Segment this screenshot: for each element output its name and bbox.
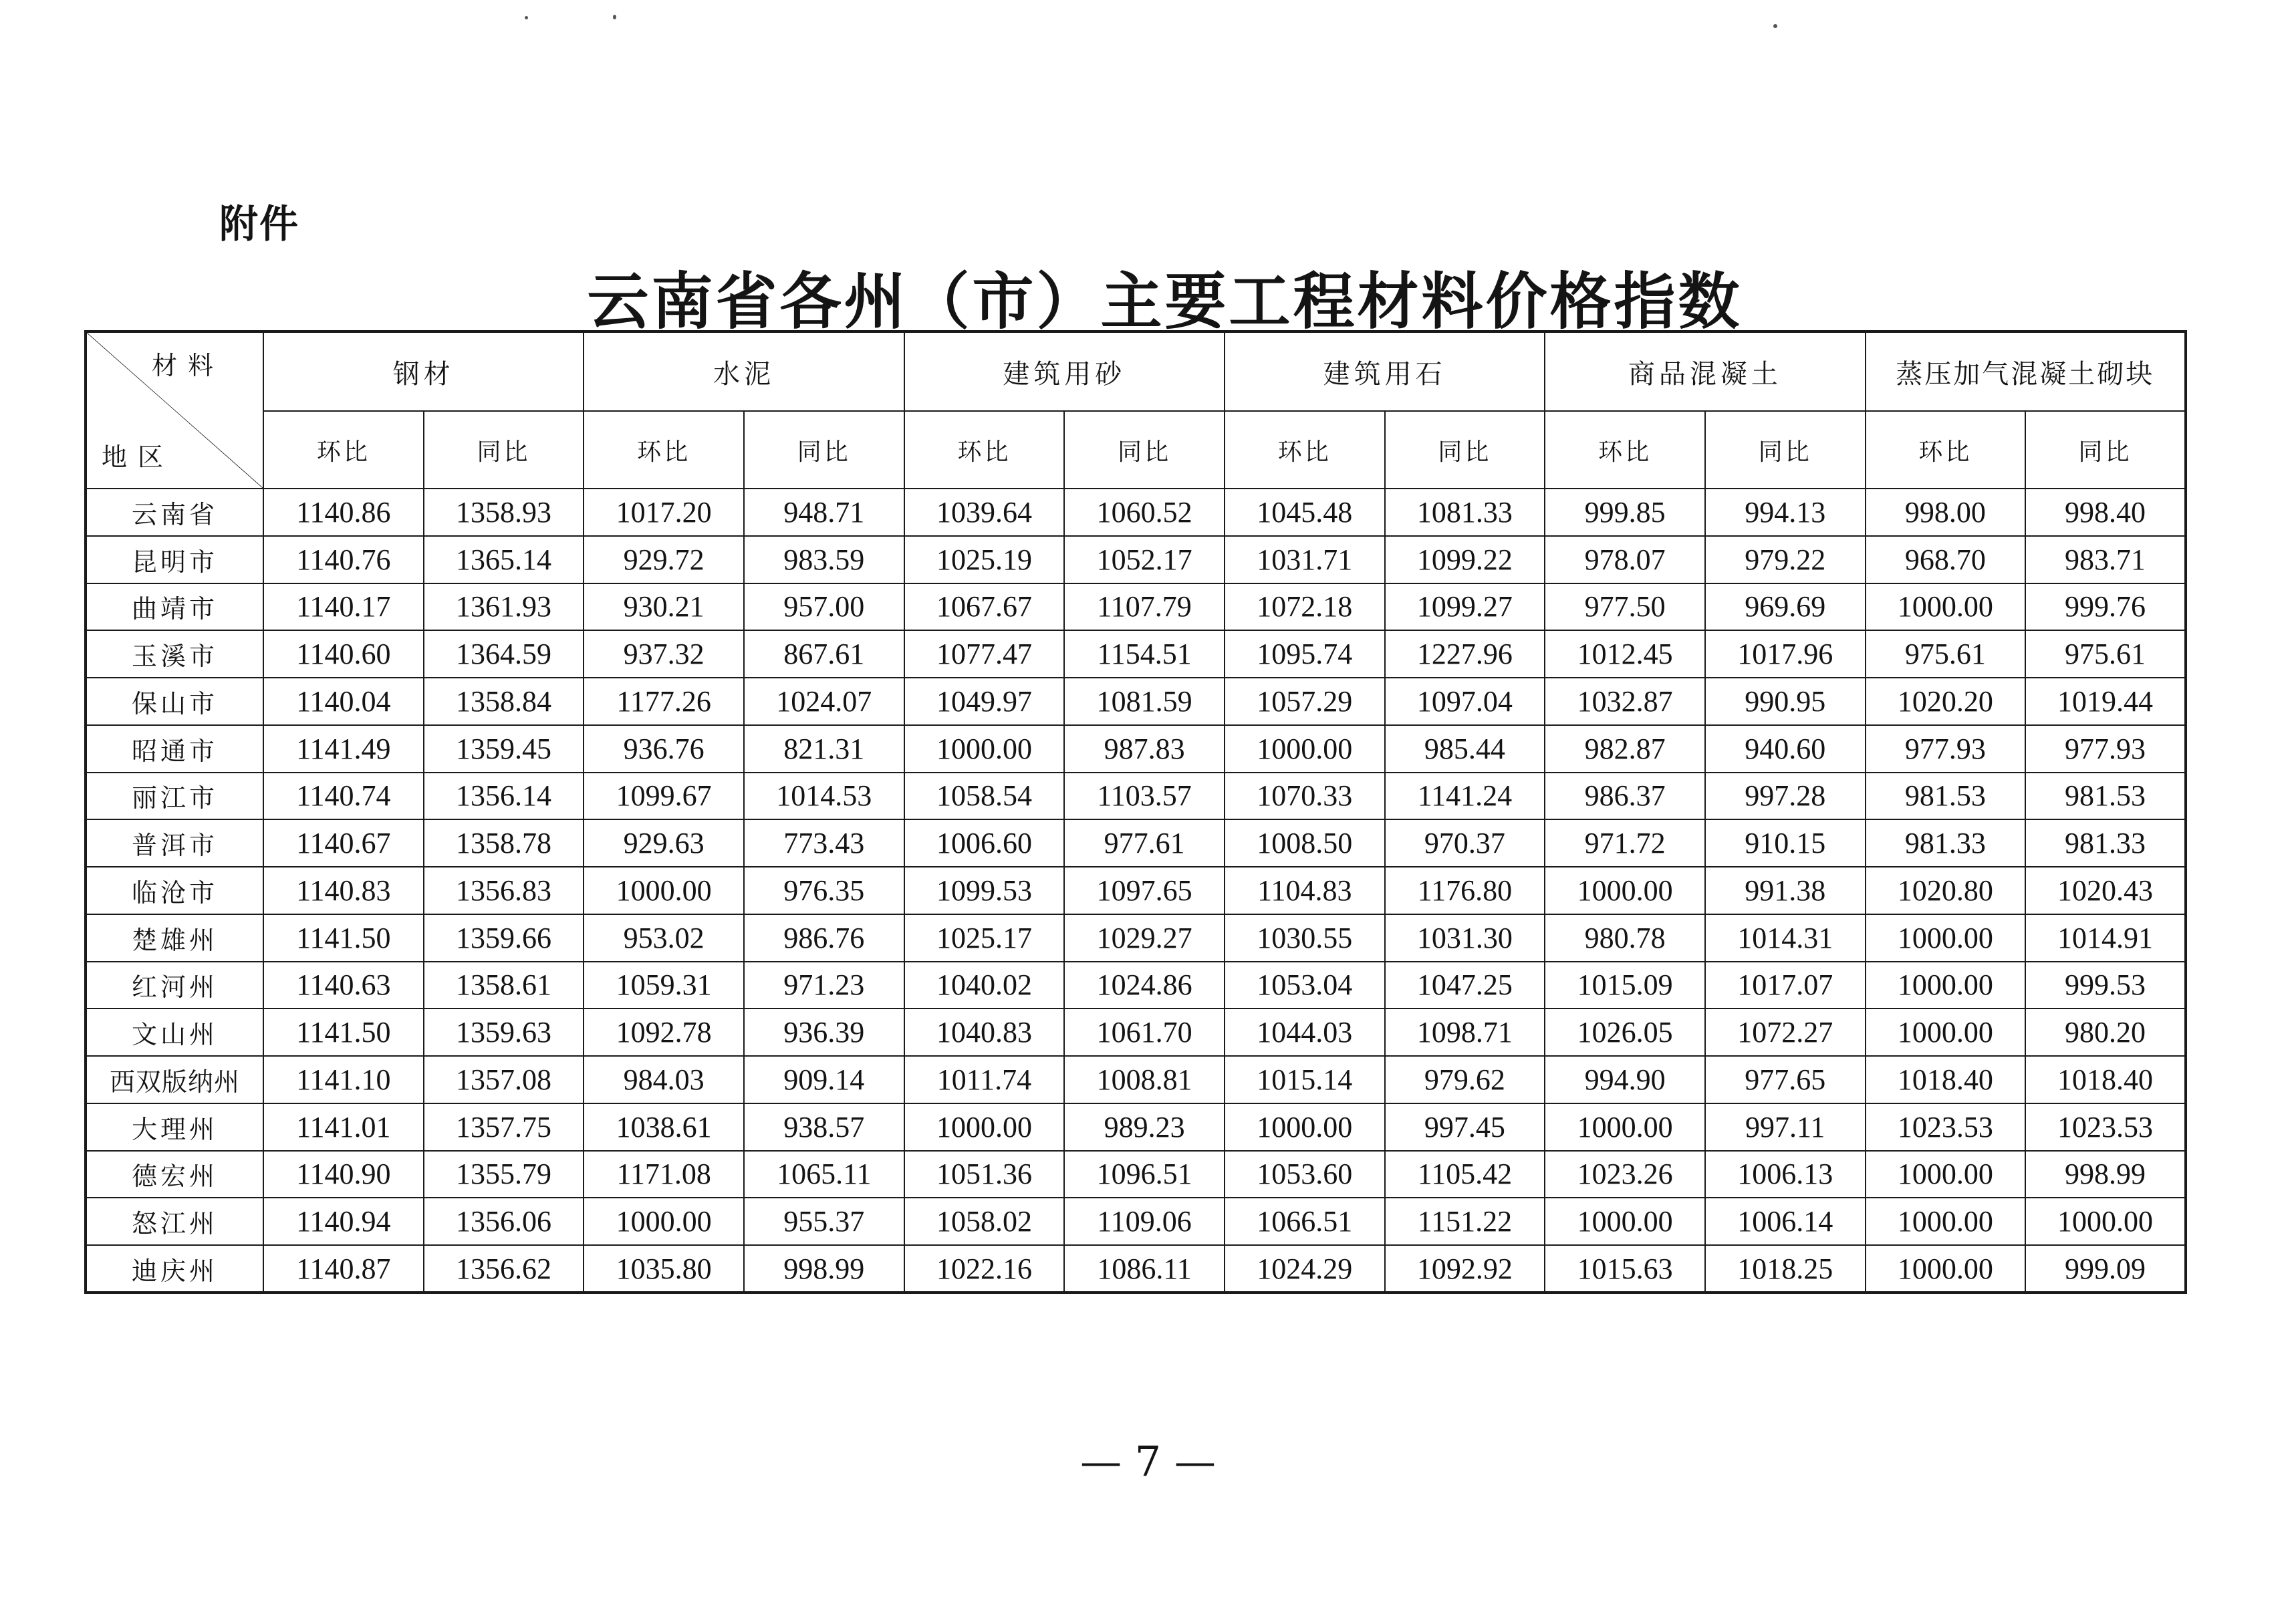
mom-value-cell: 1140.83: [263, 867, 424, 914]
mom-value-cell: 986.37: [1545, 773, 1705, 820]
yoy-value-cell: 1014.31: [1705, 914, 1866, 962]
mom-value-cell: 1058.54: [904, 773, 1065, 820]
yoy-value-cell: 909.14: [744, 1056, 904, 1103]
table-row: [86, 1245, 2186, 1293]
yoy-value-cell: 1154.51: [1064, 630, 1225, 678]
yoy-value-cell: 975.61: [2025, 630, 2186, 678]
table-row: [86, 1198, 2186, 1245]
yoy-value-cell: 1019.44: [2025, 678, 2186, 725]
mom-value-cell: 1141.49: [263, 725, 424, 773]
mom-value-cell: 1000.00: [1545, 867, 1705, 914]
yoy-value-cell: 1358.78: [424, 819, 584, 867]
mom-value-cell: 1025.17: [904, 914, 1065, 962]
yoy-value-cell: 1023.53: [2025, 1103, 2186, 1151]
yoy-value-cell: 1103.57: [1064, 773, 1225, 820]
yoy-header: 同比: [1385, 411, 1545, 489]
yoy-value-cell: 1098.71: [1385, 1009, 1545, 1056]
mom-value-cell: 1099.53: [904, 867, 1065, 914]
yoy-value-cell: 1364.59: [424, 630, 584, 678]
mom-value-cell: 968.70: [1866, 536, 2026, 583]
material-header: 钢材: [263, 331, 584, 411]
yoy-value-cell: 969.69: [1705, 583, 1866, 631]
yoy-value-cell: 910.15: [1705, 819, 1866, 867]
mom-value-cell: 978.07: [1545, 536, 1705, 583]
yoy-value-cell: 1358.93: [424, 489, 584, 536]
mom-value-cell: 1104.83: [1225, 867, 1385, 914]
mom-value-cell: 1000.00: [1545, 1198, 1705, 1245]
yoy-value-cell: 1176.80: [1385, 867, 1545, 914]
yoy-value-cell: 1356.14: [424, 773, 584, 820]
region-cell: 大理州: [86, 1103, 263, 1151]
yoy-value-cell: 991.38: [1705, 867, 1866, 914]
yoy-value-cell: 980.20: [2025, 1009, 2186, 1056]
mom-value-cell: 1023.26: [1545, 1151, 1705, 1198]
mom-value-cell: 937.32: [584, 630, 744, 678]
table-row: [86, 630, 2186, 678]
mom-value-cell: 1000.00: [1545, 1103, 1705, 1151]
yoy-value-cell: 1359.45: [424, 725, 584, 773]
price-index-table: [84, 330, 2187, 1294]
mom-value-cell: 929.72: [584, 536, 744, 583]
mom-value-cell: 1058.02: [904, 1198, 1065, 1245]
mom-value-cell: 953.02: [584, 914, 744, 962]
yoy-header: 同比: [744, 411, 904, 489]
mom-value-cell: 1000.00: [1866, 583, 2026, 631]
yoy-value-cell: 977.65: [1705, 1056, 1866, 1103]
mom-value-cell: 1000.00: [1225, 1103, 1385, 1151]
yoy-value-cell: 955.37: [744, 1198, 904, 1245]
yoy-value-cell: 1031.30: [1385, 914, 1545, 962]
mom-value-cell: 975.61: [1866, 630, 2026, 678]
mom-value-cell: 1140.04: [263, 678, 424, 725]
yoy-value-cell: 936.39: [744, 1009, 904, 1056]
mom-value-cell: 1000.00: [1866, 914, 2026, 962]
mom-value-cell: 1038.61: [584, 1103, 744, 1151]
yoy-value-cell: 1065.11: [744, 1151, 904, 1198]
mom-value-cell: 1140.60: [263, 630, 424, 678]
yoy-value-cell: 1151.22: [1385, 1198, 1545, 1245]
mom-value-cell: 1051.36: [904, 1151, 1065, 1198]
mom-value-cell: 1024.29: [1225, 1245, 1385, 1293]
yoy-value-cell: 1359.63: [424, 1009, 584, 1056]
mom-value-cell: 1066.51: [1225, 1198, 1385, 1245]
mom-value-cell: 1044.03: [1225, 1009, 1385, 1056]
mom-value-cell: 930.21: [584, 583, 744, 631]
mom-value-cell: 1140.94: [263, 1198, 424, 1245]
mom-value-cell: 1000.00: [1866, 962, 2026, 1009]
mom-value-cell: 1059.31: [584, 962, 744, 1009]
mom-value-cell: 981.33: [1866, 819, 2026, 867]
yoy-value-cell: 1018.25: [1705, 1245, 1866, 1293]
yoy-value-cell: 773.43: [744, 819, 904, 867]
yoy-value-cell: 1081.33: [1385, 489, 1545, 536]
yoy-value-cell: 1107.79: [1064, 583, 1225, 631]
material-header: 蒸压加气混凝土砌块: [1866, 331, 2186, 411]
yoy-value-cell: 821.31: [744, 725, 904, 773]
mom-value-cell: 1140.76: [263, 536, 424, 583]
mom-value-cell: 1031.71: [1225, 536, 1385, 583]
table-row: [86, 583, 2186, 631]
yoy-value-cell: 999.09: [2025, 1245, 2186, 1293]
mom-value-cell: 1000.00: [1866, 1151, 2026, 1198]
mom-value-cell: 1012.45: [1545, 630, 1705, 678]
mom-value-cell: 1006.60: [904, 819, 1065, 867]
yoy-value-cell: 998.99: [2025, 1151, 2186, 1198]
yoy-value-cell: 1047.25: [1385, 962, 1545, 1009]
mom-value-cell: 1022.16: [904, 1245, 1065, 1293]
attachment-label: 附件: [219, 201, 300, 247]
mom-value-cell: 994.90: [1545, 1056, 1705, 1103]
yoy-value-cell: 1006.13: [1705, 1151, 1866, 1198]
yoy-header: 同比: [424, 411, 584, 489]
region-cell: 临沧市: [86, 867, 263, 914]
yoy-value-cell: 1024.86: [1064, 962, 1225, 1009]
table-row: [86, 1009, 2186, 1056]
mom-value-cell: 1017.20: [584, 489, 744, 536]
mom-value-cell: 977.93: [1866, 725, 2026, 773]
yoy-value-cell: 997.11: [1705, 1103, 1866, 1151]
yoy-value-cell: 1356.06: [424, 1198, 584, 1245]
mom-value-cell: 1095.74: [1225, 630, 1385, 678]
yoy-value-cell: 983.71: [2025, 536, 2186, 583]
mom-value-cell: 1008.50: [1225, 819, 1385, 867]
yoy-value-cell: 985.44: [1385, 725, 1545, 773]
mom-value-cell: 984.03: [584, 1056, 744, 1103]
table-row: [86, 1103, 2186, 1151]
table-row: [86, 489, 2186, 536]
mom-value-cell: 1140.67: [263, 819, 424, 867]
mom-value-cell: 1140.17: [263, 583, 424, 631]
yoy-value-cell: 998.99: [744, 1245, 904, 1293]
mom-value-cell: 1077.47: [904, 630, 1065, 678]
region-cell: 云南省: [86, 489, 263, 536]
scan-speck: [613, 15, 616, 19]
yoy-value-cell: 1017.07: [1705, 962, 1866, 1009]
yoy-value-cell: 999.53: [2025, 962, 2186, 1009]
material-header: 水泥: [584, 331, 904, 411]
mom-value-cell: 1035.80: [584, 1245, 744, 1293]
mom-header: 环比: [263, 411, 424, 489]
material-header: 商品混凝土: [1545, 331, 1865, 411]
yoy-value-cell: 940.60: [1705, 725, 1866, 773]
region-cell: 红河州: [86, 962, 263, 1009]
yoy-value-cell: 987.83: [1064, 725, 1225, 773]
yoy-value-cell: 1017.96: [1705, 630, 1866, 678]
yoy-value-cell: 1361.93: [424, 583, 584, 631]
mom-value-cell: 1000.00: [1866, 1009, 2026, 1056]
mom-value-cell: 1015.09: [1545, 962, 1705, 1009]
region-cell: 德宏州: [86, 1151, 263, 1198]
yoy-value-cell: 1099.27: [1385, 583, 1545, 631]
table-row: [86, 914, 2186, 962]
document-title: 云南省各州（市）主要工程材料价格指数: [587, 266, 1743, 338]
mom-value-cell: 1049.97: [904, 678, 1065, 725]
yoy-value-cell: 1358.61: [424, 962, 584, 1009]
mom-value-cell: 1026.05: [1545, 1009, 1705, 1056]
yoy-value-cell: 979.62: [1385, 1056, 1545, 1103]
mom-header: 环比: [1866, 411, 2026, 489]
yoy-value-cell: 997.45: [1385, 1103, 1545, 1151]
table-row: [86, 536, 2186, 583]
yoy-value-cell: 977.61: [1064, 819, 1225, 867]
mom-value-cell: 1045.48: [1225, 489, 1385, 536]
mom-value-cell: 977.50: [1545, 583, 1705, 631]
mom-value-cell: 981.53: [1866, 773, 2026, 820]
yoy-header: 同比: [1705, 411, 1866, 489]
mom-value-cell: 1141.01: [263, 1103, 424, 1151]
yoy-value-cell: 1097.04: [1385, 678, 1545, 725]
mom-value-cell: 929.63: [584, 819, 744, 867]
yoy-value-cell: 1000.00: [2025, 1198, 2186, 1245]
yoy-value-cell: 1008.81: [1064, 1056, 1225, 1103]
mom-value-cell: 1000.00: [1866, 1198, 2026, 1245]
table-row: [86, 962, 2186, 1009]
mom-value-cell: 1067.67: [904, 583, 1065, 631]
mom-value-cell: 1140.86: [263, 489, 424, 536]
mom-value-cell: 1000.00: [584, 867, 744, 914]
yoy-value-cell: 1355.79: [424, 1151, 584, 1198]
page-number: — 7 —: [1080, 1437, 1216, 1486]
yoy-value-cell: 1072.27: [1705, 1009, 1866, 1056]
mom-value-cell: 1140.63: [263, 962, 424, 1009]
mom-value-cell: 971.72: [1545, 819, 1705, 867]
region-cell: 丽江市: [86, 773, 263, 820]
yoy-value-cell: 979.22: [1705, 536, 1866, 583]
yoy-value-cell: 1086.11: [1064, 1245, 1225, 1293]
yoy-value-cell: 1109.06: [1064, 1198, 1225, 1245]
yoy-value-cell: 999.76: [2025, 583, 2186, 631]
mom-value-cell: 1020.80: [1866, 867, 2026, 914]
yoy-value-cell: 1081.59: [1064, 678, 1225, 725]
mom-value-cell: 1011.74: [904, 1056, 1065, 1103]
mom-value-cell: 1092.78: [584, 1009, 744, 1056]
yoy-value-cell: 983.59: [744, 536, 904, 583]
yoy-value-cell: 971.23: [744, 962, 904, 1009]
mom-header: 环比: [584, 411, 744, 489]
region-cell: 楚雄州: [86, 914, 263, 962]
yoy-value-cell: 1105.42: [1385, 1151, 1545, 1198]
yoy-value-cell: 994.13: [1705, 489, 1866, 536]
yoy-value-cell: 1014.53: [744, 773, 904, 820]
mom-header: 环比: [1545, 411, 1705, 489]
table-row: [86, 773, 2186, 820]
yoy-value-cell: 1061.70: [1064, 1009, 1225, 1056]
material-header: 建筑用石: [1225, 331, 1545, 411]
mom-value-cell: 1099.67: [584, 773, 744, 820]
region-cell: 怒江州: [86, 1198, 263, 1245]
yoy-value-cell: 1029.27: [1064, 914, 1225, 962]
yoy-value-cell: 1014.91: [2025, 914, 2186, 962]
mom-value-cell: 1018.40: [1866, 1056, 2026, 1103]
mom-value-cell: 1040.83: [904, 1009, 1065, 1056]
mom-value-cell: 982.87: [1545, 725, 1705, 773]
mom-value-cell: 1000.00: [584, 1198, 744, 1245]
yoy-value-cell: 1357.08: [424, 1056, 584, 1103]
mom-value-cell: 1000.00: [904, 1103, 1065, 1151]
yoy-value-cell: 1141.24: [1385, 773, 1545, 820]
mom-value-cell: 1015.14: [1225, 1056, 1385, 1103]
mom-value-cell: 1140.87: [263, 1245, 424, 1293]
yoy-value-cell: 957.00: [744, 583, 904, 631]
mom-value-cell: 1140.74: [263, 773, 424, 820]
yoy-header: 同比: [2025, 411, 2186, 489]
yoy-value-cell: 1356.62: [424, 1245, 584, 1293]
mom-value-cell: 980.78: [1545, 914, 1705, 962]
mom-value-cell: 1141.10: [263, 1056, 424, 1103]
yoy-value-cell: 976.35: [744, 867, 904, 914]
yoy-value-cell: 998.40: [2025, 489, 2186, 536]
table-row: [86, 1056, 2186, 1103]
mom-value-cell: 1000.00: [904, 725, 1065, 773]
yoy-value-cell: 986.76: [744, 914, 904, 962]
mom-value-cell: 1141.50: [263, 1009, 424, 1056]
mom-value-cell: 1072.18: [1225, 583, 1385, 631]
material-header: 建筑用砂: [904, 331, 1225, 411]
yoy-header: 同比: [1064, 411, 1225, 489]
scan-speck: [525, 16, 528, 19]
mom-value-cell: 1171.08: [584, 1151, 744, 1198]
table-row: [86, 819, 2186, 867]
mom-value-cell: 1030.55: [1225, 914, 1385, 962]
yoy-value-cell: 997.28: [1705, 773, 1866, 820]
yoy-value-cell: 1096.51: [1064, 1151, 1225, 1198]
mom-value-cell: 998.00: [1866, 489, 2026, 536]
mom-value-cell: 1015.63: [1545, 1245, 1705, 1293]
region-cell: 玉溪市: [86, 630, 263, 678]
mom-header: 环比: [1225, 411, 1385, 489]
yoy-value-cell: 989.23: [1064, 1103, 1225, 1151]
mom-value-cell: 1040.02: [904, 962, 1065, 1009]
mom-value-cell: 1032.87: [1545, 678, 1705, 725]
corner-material-label: 材料: [151, 351, 224, 380]
region-cell: 昭通市: [86, 725, 263, 773]
region-cell: 普洱市: [86, 819, 263, 867]
region-cell: 迪庆州: [86, 1245, 263, 1293]
mom-value-cell: 1023.53: [1866, 1103, 2026, 1151]
mom-value-cell: 1020.20: [1866, 678, 2026, 725]
yoy-value-cell: 1359.66: [424, 914, 584, 962]
yoy-value-cell: 1097.65: [1064, 867, 1225, 914]
mom-value-cell: 1053.04: [1225, 962, 1385, 1009]
yoy-value-cell: 1024.07: [744, 678, 904, 725]
table-row: [86, 725, 2186, 773]
mom-value-cell: 999.85: [1545, 489, 1705, 536]
yoy-value-cell: 1099.22: [1385, 536, 1545, 583]
mom-value-cell: 1025.19: [904, 536, 1065, 583]
table-row: [86, 1151, 2186, 1198]
region-cell: 文山州: [86, 1009, 263, 1056]
scan-speck: [1773, 24, 1777, 28]
yoy-value-cell: 1356.83: [424, 867, 584, 914]
yoy-value-cell: 977.93: [2025, 725, 2186, 773]
table-body: [86, 489, 2186, 1293]
mom-value-cell: 1053.60: [1225, 1151, 1385, 1198]
yoy-value-cell: 981.33: [2025, 819, 2186, 867]
yoy-value-cell: 981.53: [2025, 773, 2186, 820]
mom-value-cell: 1141.50: [263, 914, 424, 962]
yoy-value-cell: 938.57: [744, 1103, 904, 1151]
yoy-value-cell: 948.71: [744, 489, 904, 536]
table-row: [86, 678, 2186, 725]
yoy-value-cell: 867.61: [744, 630, 904, 678]
corner-header: [86, 331, 263, 489]
yoy-value-cell: 990.95: [1705, 678, 1866, 725]
yoy-value-cell: 1357.75: [424, 1103, 584, 1151]
yoy-value-cell: 1365.14: [424, 536, 584, 583]
region-cell: 西双版纳州: [86, 1056, 263, 1103]
region-cell: 曲靖市: [86, 583, 263, 631]
corner-region-label: 地区: [102, 442, 174, 472]
mom-value-cell: 1140.90: [263, 1151, 424, 1198]
mom-value-cell: 936.76: [584, 725, 744, 773]
mom-header: 环比: [904, 411, 1065, 489]
mom-value-cell: 1177.26: [584, 678, 744, 725]
mom-value-cell: 1000.00: [1866, 1245, 2026, 1293]
region-cell: 昆明市: [86, 536, 263, 583]
yoy-value-cell: 1020.43: [2025, 867, 2186, 914]
yoy-value-cell: 1006.14: [1705, 1198, 1866, 1245]
yoy-value-cell: 1018.40: [2025, 1056, 2186, 1103]
table-row: [86, 867, 2186, 914]
yoy-value-cell: 970.37: [1385, 819, 1545, 867]
yoy-value-cell: 1227.96: [1385, 630, 1545, 678]
yoy-value-cell: 1092.92: [1385, 1245, 1545, 1293]
region-cell: 保山市: [86, 678, 263, 725]
yoy-value-cell: 1060.52: [1064, 489, 1225, 536]
mom-value-cell: 1057.29: [1225, 678, 1385, 725]
mom-value-cell: 1039.64: [904, 489, 1065, 536]
yoy-value-cell: 1052.17: [1064, 536, 1225, 583]
mom-value-cell: 1000.00: [1225, 725, 1385, 773]
mom-value-cell: 1070.33: [1225, 773, 1385, 820]
yoy-value-cell: 1358.84: [424, 678, 584, 725]
